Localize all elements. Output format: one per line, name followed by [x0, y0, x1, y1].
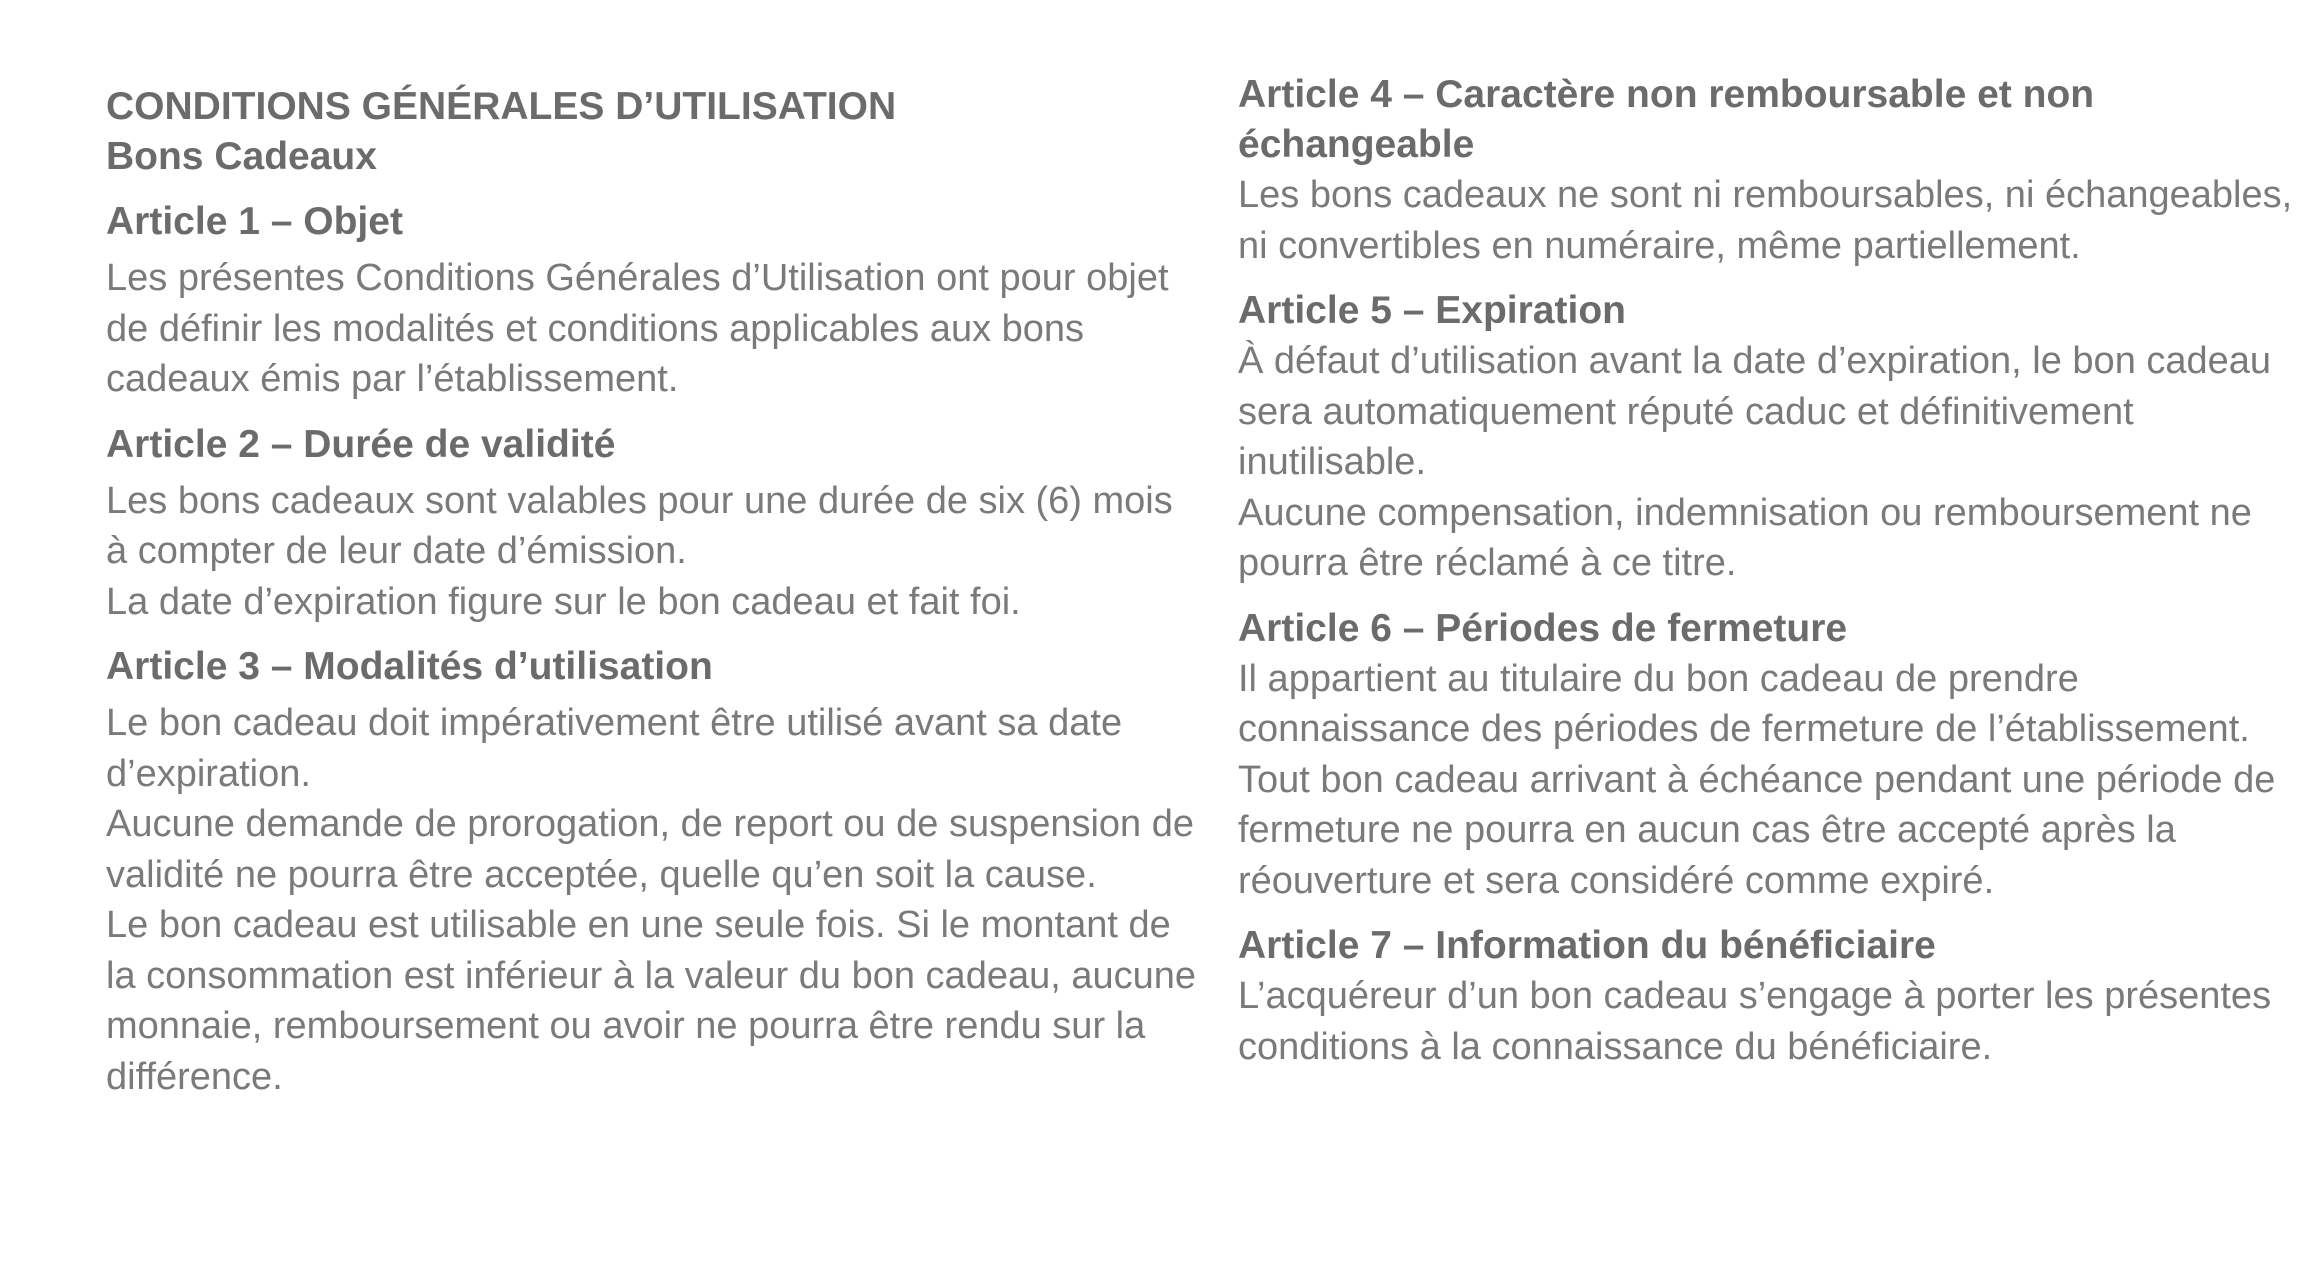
article-paragraph: Le bon cadeau est utilisable en une seule fois. Si le montant de la consommation est inférieur à la valeur du bon cadeau, aucune monnaie, remboursement ou avoir ne pourra être rendu sur la différence.: [106, 904, 1197, 1098]
article-3: [106, 642, 1201, 1102]
article-paragraph: Tout bon cadeau arrivant à échéance pendant une période de fermeture ne pourra en aucun cas être accepté après la réouverture et sera considéré comme expiré.: [1238, 758, 2276, 902]
article-6: [1238, 604, 2298, 907]
article-1: [106, 197, 1201, 405]
document-title: CONDITIONS GÉNÉRALES D’UTILISATION: [106, 85, 897, 128]
article-paragraph: Aucune demande de prorogation, de report ou de suspension de validité ne pourra être acceptée, quelle qu’en soit la cause.: [106, 803, 1195, 896]
article-paragraph: Aucune compensation, indemnisation ou remboursement ne pourra être réclamé à ce titre.: [1238, 491, 2252, 584]
article-title: Article 4 – Caractère non remboursable et non échangeable: [1238, 73, 2095, 166]
article-paragraph: Il appartient au titulaire du bon cadeau de prendre connaissance des périodes de fermeture de l’établissement.: [1238, 657, 2250, 750]
article-paragraph: La date d’expiration figure sur le bon cadeau et fait foi.: [106, 580, 1021, 623]
article-2: [106, 420, 1201, 628]
article-paragraph: Les bons cadeaux sont valables pour une durée de six (6) mois à compter de leur date d’émission.: [106, 479, 1173, 572]
left-column: [106, 82, 1201, 1117]
article-title: Article 7 – Information du bénéficiaire: [1238, 924, 1936, 967]
article-paragraph: Les présentes Conditions Générales d’Utilisation ont pour objet de définir les modalités et conditions applicables aux bons cadeaux émis par l’établissement.: [106, 257, 1169, 400]
article-paragraph: À défaut d’utilisation avant la date d’expiration, le bon cadeau sera automatiquement réputé caduc et définitivement inutilisable.: [1238, 340, 2272, 483]
article-paragraph: Les bons cadeaux ne sont ni remboursables, ni échangeables, ni convertibles en numéraire, même partiellement.: [1238, 174, 2293, 267]
article-paragraph: L’acquéreur d’un bon cadeau s’engage à porter les présentes conditions à la connaissance du bénéficiaire.: [1238, 975, 2272, 1068]
document-subtitle: Bons Cadeaux: [106, 135, 377, 178]
article-5: [1238, 286, 2298, 589]
article-7: [1238, 921, 2298, 1072]
article-title: Article 2 – Durée de validité: [106, 422, 616, 466]
article-title: Article 6 – Périodes de fermeture: [1238, 606, 1848, 650]
article-title: Article 1 – Objet: [106, 200, 403, 243]
article-4: [1238, 70, 2298, 271]
article-title: Article 5 – Expiration: [1238, 289, 1626, 332]
article-paragraph: Le bon cadeau doit impérativement être utilisé avant sa date d’expiration.: [106, 702, 1123, 795]
right-column: [1238, 70, 2298, 1087]
article-title: Article 3 – Modalités d’utilisation: [106, 645, 713, 688]
